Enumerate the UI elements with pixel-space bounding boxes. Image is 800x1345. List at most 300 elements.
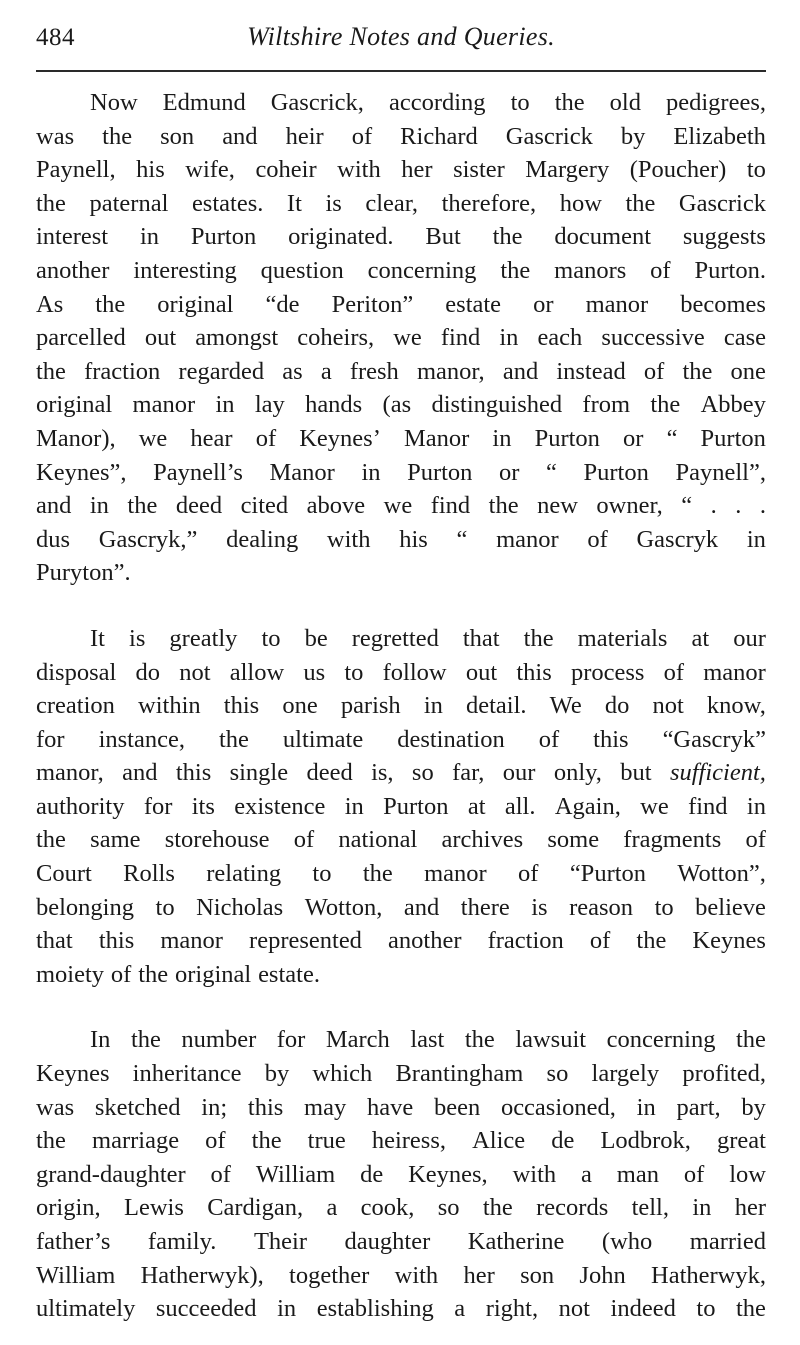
word: process	[570, 658, 645, 686]
word: a	[581, 1160, 592, 1188]
word: disposal	[36, 658, 117, 686]
text-line	[36, 388, 766, 422]
text-line	[36, 622, 766, 656]
word: part,	[676, 1093, 721, 1121]
word: successive	[601, 324, 705, 352]
text-line	[36, 656, 766, 690]
word: fraction	[487, 927, 564, 955]
word: in	[692, 1194, 712, 1222]
word: Manor	[269, 458, 335, 486]
word: another	[36, 256, 110, 284]
word: the	[636, 927, 667, 955]
word: deed	[306, 759, 353, 787]
paragraph	[36, 622, 766, 992]
text-line	[36, 1191, 766, 1225]
word: (who	[601, 1228, 653, 1255]
word: of	[205, 1127, 226, 1155]
word: the	[488, 492, 519, 520]
word: is	[325, 189, 342, 217]
word: succeeded	[155, 1295, 257, 1323]
word: It	[90, 624, 105, 652]
word: .	[735, 492, 742, 520]
word: her	[734, 1194, 766, 1222]
word: Purton	[407, 458, 473, 486]
word: far,	[452, 759, 485, 787]
word: old	[609, 89, 641, 116]
word: Gascrick	[678, 189, 766, 217]
word: of	[518, 860, 539, 888]
word: of	[538, 725, 560, 753]
word: .	[759, 492, 766, 520]
word: Purton	[583, 458, 649, 486]
word: Now	[90, 89, 138, 116]
word: (as	[382, 391, 412, 419]
word: manor,	[36, 759, 104, 787]
word: manor	[585, 290, 649, 318]
word: of	[351, 122, 373, 150]
word: As	[36, 290, 64, 318]
word: Nicholas	[196, 893, 284, 921]
word: the	[625, 189, 656, 217]
text-line	[36, 1225, 766, 1259]
word: William	[36, 1261, 116, 1289]
word: concerning	[367, 256, 477, 284]
word: Gascrick	[505, 122, 593, 150]
word: “	[456, 525, 468, 553]
text-line	[36, 523, 766, 557]
word: dealing	[226, 525, 299, 553]
word: in	[636, 1093, 656, 1121]
word: great	[717, 1127, 766, 1155]
word: the	[736, 1295, 766, 1323]
word: to	[510, 89, 530, 116]
word: of	[210, 1160, 231, 1188]
word: de	[360, 1160, 384, 1188]
word: find	[688, 792, 728, 820]
word: with	[512, 1160, 557, 1188]
word: “Gascryk”	[662, 725, 766, 753]
word: according	[388, 89, 486, 116]
word: Rolls	[123, 860, 175, 888]
text-line	[36, 1124, 766, 1158]
word: clear,	[365, 189, 419, 217]
word: in	[746, 792, 766, 820]
word: in	[492, 424, 512, 452]
word: a	[320, 357, 332, 385]
word: dus	[36, 525, 71, 553]
text-line	[36, 756, 766, 790]
word: belonging	[36, 893, 134, 921]
word: sister	[453, 156, 505, 184]
word: Manor	[403, 424, 470, 452]
word: the	[36, 1127, 66, 1155]
word: manor	[424, 860, 487, 888]
word: the	[127, 492, 158, 520]
text-line	[36, 689, 766, 723]
word: do	[604, 692, 630, 720]
word: wife,	[185, 156, 235, 184]
word: “	[546, 458, 557, 486]
word: interesting	[133, 256, 237, 284]
text-line	[36, 187, 766, 221]
word: the	[482, 1194, 513, 1222]
word: the	[102, 122, 133, 150]
word: grand-daughter	[36, 1160, 186, 1188]
word: We	[549, 692, 582, 720]
paragraph	[36, 1023, 766, 1325]
word: or	[533, 290, 554, 318]
word: in	[361, 458, 381, 486]
word: daughter	[344, 1228, 431, 1255]
text-line	[36, 86, 766, 120]
word: not	[179, 658, 211, 686]
word: of	[293, 826, 315, 854]
word: Purton	[383, 792, 449, 820]
word: regretted	[351, 624, 439, 652]
word: with	[394, 1261, 439, 1289]
word: Richard	[400, 122, 478, 150]
word: last	[410, 1026, 445, 1054]
word: the	[523, 624, 554, 652]
word: the	[251, 1127, 282, 1155]
text-line	[36, 857, 766, 891]
word: In	[90, 1026, 111, 1054]
text-line	[36, 556, 766, 590]
word: have	[366, 1093, 414, 1121]
word: a	[326, 1194, 338, 1222]
word: Katherine	[467, 1228, 565, 1255]
word: of	[745, 826, 766, 854]
word: to	[155, 893, 175, 921]
word: together	[289, 1261, 370, 1289]
word: regarded	[178, 357, 265, 385]
word: the	[650, 391, 681, 419]
word: fraction	[84, 357, 161, 385]
word: in	[139, 223, 160, 251]
word: Keynes”,	[36, 458, 127, 486]
word: Keynes	[36, 1060, 110, 1088]
word: we	[138, 424, 168, 452]
word: inheritance	[132, 1060, 242, 1088]
word: Their	[253, 1228, 307, 1255]
word: in	[89, 492, 109, 520]
word: to	[746, 156, 766, 184]
word: national	[338, 826, 418, 854]
word: is,	[371, 759, 394, 787]
word: the	[36, 357, 66, 385]
word: to	[654, 893, 674, 921]
word: in	[746, 525, 766, 553]
word: coheirs,	[297, 324, 375, 352]
word: to	[261, 624, 281, 652]
word: represented	[249, 927, 362, 955]
word: originated.	[288, 223, 394, 251]
word: is	[129, 624, 146, 652]
word: and	[122, 759, 158, 787]
word: document	[554, 223, 652, 251]
body-text	[36, 86, 766, 1326]
text-line	[36, 723, 766, 757]
word: Paynell,	[36, 156, 116, 184]
word: right,	[485, 1295, 539, 1323]
word: not	[652, 692, 684, 720]
word: Alice	[472, 1127, 526, 1155]
word: interest	[36, 223, 109, 251]
word: this	[247, 1093, 284, 1121]
word: or	[623, 424, 644, 452]
word: Periton”	[331, 290, 414, 318]
word: fragments	[623, 826, 722, 854]
word: that	[36, 927, 73, 955]
word: above	[306, 492, 366, 520]
word: we	[640, 792, 669, 820]
word: another	[388, 927, 462, 955]
word: the	[362, 860, 393, 888]
word: distinguished	[431, 391, 563, 419]
word: her	[463, 1261, 495, 1289]
word: by	[620, 122, 646, 150]
text-line	[36, 891, 766, 925]
word: how	[559, 189, 602, 217]
word: us	[303, 658, 326, 686]
word: at	[691, 624, 710, 652]
running-header	[36, 18, 766, 58]
word: estates.	[191, 189, 264, 217]
paragraph	[36, 86, 766, 590]
page-number: 484	[36, 24, 75, 51]
word: this	[98, 927, 135, 955]
word: all.	[504, 792, 536, 820]
word: by	[741, 1093, 766, 1121]
word: destination	[397, 725, 505, 753]
word: each	[537, 324, 583, 352]
word: amongst	[195, 324, 279, 352]
word: one	[730, 357, 766, 385]
word: original	[174, 960, 252, 988]
word: Margery	[525, 156, 610, 184]
word: Again,	[554, 792, 621, 820]
word: number	[181, 1026, 257, 1054]
word: the	[36, 189, 66, 217]
word: only,	[553, 759, 602, 787]
word: and	[36, 492, 72, 520]
word: the	[464, 1026, 495, 1054]
word: Wotton”,	[677, 860, 766, 888]
word: our	[733, 624, 766, 652]
word: and	[403, 893, 440, 921]
word: in	[423, 692, 443, 720]
word: one	[282, 692, 318, 720]
word: Purton.	[694, 256, 766, 284]
text-line	[36, 489, 766, 523]
text-line	[36, 924, 766, 958]
word: Gascryk	[636, 525, 719, 553]
word: Paynell’s	[153, 458, 243, 486]
word: indeed	[610, 1295, 676, 1323]
word: William	[255, 1160, 336, 1188]
text-line	[36, 1023, 766, 1057]
word: of	[110, 960, 132, 988]
word: which	[312, 1060, 373, 1088]
word: in;	[201, 1093, 228, 1121]
word: man	[616, 1160, 659, 1188]
text-line	[36, 321, 766, 355]
word: Paynell”,	[675, 458, 766, 486]
word: Purton	[190, 223, 257, 251]
text-line	[36, 355, 766, 389]
word: son	[520, 1261, 555, 1289]
word: the	[95, 290, 126, 318]
word: to	[312, 860, 332, 888]
word: becomes	[680, 290, 766, 318]
word: to	[344, 658, 364, 686]
word: heiress,	[371, 1127, 447, 1155]
word: the	[130, 1026, 161, 1054]
word: believe	[695, 893, 766, 921]
word: this	[175, 759, 212, 787]
word: manor	[496, 525, 559, 553]
word: hear	[190, 424, 233, 452]
word: authority	[36, 792, 125, 820]
word: (Poucher)	[629, 156, 727, 184]
word: Manor),	[36, 424, 116, 452]
word: Cardigan,	[207, 1194, 304, 1222]
word: profited,	[682, 1060, 766, 1088]
text-line	[36, 254, 766, 288]
word: Keynes’	[299, 424, 381, 452]
word: Elizabeth	[673, 122, 766, 150]
word: his	[399, 525, 428, 553]
word: this	[516, 658, 552, 686]
word: archives	[441, 826, 524, 854]
text-line	[36, 958, 766, 992]
word: his	[136, 156, 165, 184]
word: the	[138, 960, 169, 988]
word: so	[546, 1060, 569, 1088]
text-line	[36, 1158, 766, 1192]
word: its	[191, 792, 215, 820]
word: our	[502, 759, 536, 787]
text-line	[36, 790, 766, 824]
word: the	[36, 826, 66, 854]
word: follow	[382, 658, 447, 686]
word: original	[36, 391, 113, 419]
word: to	[696, 1295, 716, 1323]
word: with	[326, 525, 371, 553]
word: son	[160, 122, 195, 150]
word: her	[401, 156, 433, 184]
word: coheir	[255, 156, 317, 184]
text-line	[36, 153, 766, 187]
running-title: Wiltshire Notes and Queries.	[247, 22, 555, 51]
word: the	[492, 223, 523, 251]
word: Hatherwyk,	[651, 1261, 766, 1289]
word: origin,	[36, 1194, 101, 1222]
word: existence	[234, 792, 326, 820]
text-line	[36, 456, 766, 490]
word: Lewis	[123, 1194, 184, 1222]
word: we	[393, 324, 422, 352]
word: in	[499, 324, 519, 352]
word: was	[36, 122, 75, 150]
text-line	[36, 1292, 766, 1326]
word: creation	[36, 692, 115, 720]
word: and	[222, 122, 258, 150]
word: family.	[147, 1228, 217, 1255]
word: that	[462, 624, 500, 652]
word: some	[547, 826, 600, 854]
word: sufficient,	[669, 759, 766, 787]
word: ultimately	[36, 1295, 136, 1323]
word: but	[620, 759, 652, 787]
word: so	[437, 1194, 460, 1222]
word: “	[681, 492, 693, 520]
word: low	[729, 1160, 766, 1188]
word: case	[723, 324, 766, 352]
word: pedigrees,	[666, 89, 766, 116]
word: paternal	[89, 189, 169, 217]
word: John	[579, 1261, 626, 1289]
word: as	[282, 357, 303, 385]
word: true	[307, 1127, 346, 1155]
word: parcelled	[36, 324, 126, 352]
word: It	[286, 189, 302, 217]
word: in	[215, 391, 235, 419]
word: storehouse	[164, 826, 270, 854]
word: reason	[569, 893, 634, 921]
word: materials	[577, 624, 668, 652]
word: of	[255, 424, 277, 452]
word: manor	[132, 391, 196, 419]
word: within	[138, 692, 201, 720]
text-line	[36, 823, 766, 857]
word: Abbey	[700, 391, 766, 419]
word: ultimate	[282, 725, 364, 753]
word: .	[710, 492, 717, 520]
word: the	[735, 1026, 766, 1054]
word: this	[593, 725, 629, 753]
word: in	[277, 1295, 297, 1323]
word: greatly	[169, 624, 238, 652]
word: same	[90, 826, 141, 854]
word: allow	[229, 658, 285, 686]
word: Gascryk,”	[98, 525, 198, 553]
word: Purton	[700, 424, 766, 452]
text-line	[36, 288, 766, 322]
word: may	[304, 1093, 347, 1121]
word: manor	[703, 658, 766, 686]
word: for	[143, 792, 173, 820]
word: of	[683, 1160, 705, 1188]
word: fresh	[349, 357, 399, 385]
word: Puryton”.	[36, 559, 131, 587]
text-line	[36, 1259, 766, 1293]
word: March	[325, 1026, 390, 1054]
word: by	[264, 1060, 290, 1088]
word: there	[460, 893, 510, 921]
word: new	[537, 492, 578, 520]
word: “	[666, 424, 678, 452]
word: was	[36, 1093, 75, 1121]
word: be	[304, 624, 328, 652]
word: Edmund	[162, 89, 246, 116]
word: father’s	[36, 1228, 111, 1255]
word: this	[223, 692, 260, 720]
word: and	[502, 357, 539, 385]
word: not	[558, 1295, 590, 1323]
word: manor	[160, 927, 223, 955]
word: lay	[254, 391, 285, 419]
